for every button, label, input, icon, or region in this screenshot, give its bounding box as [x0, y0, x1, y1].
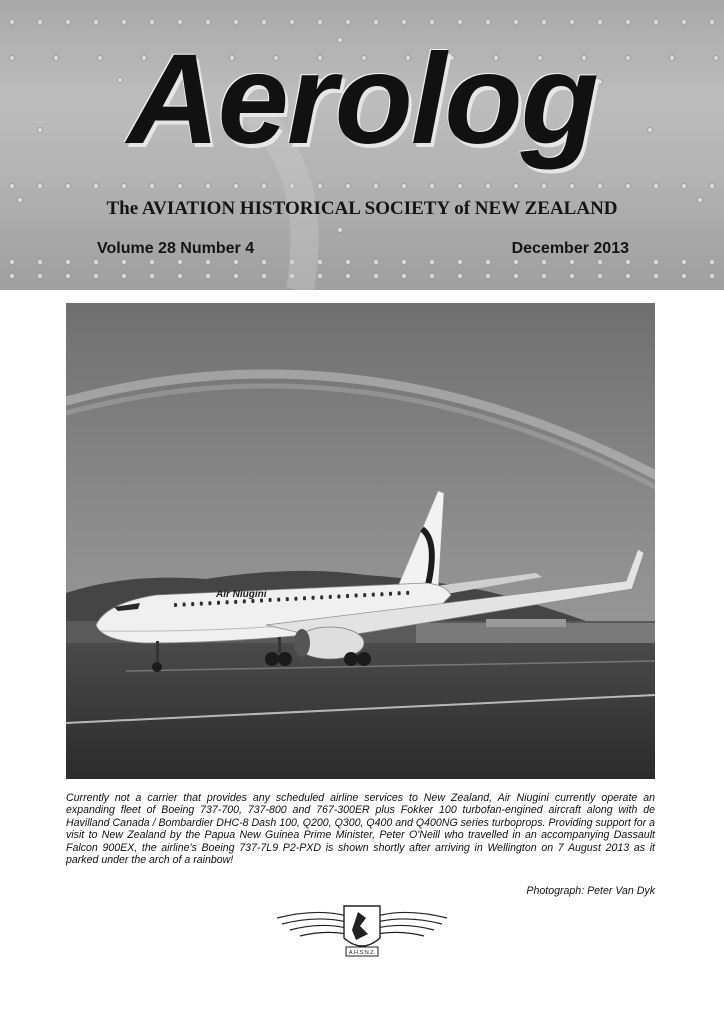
society-emblem-logo	[272, 900, 452, 962]
volume-number: Volume 28 Number 4	[97, 240, 255, 257]
livery-text: Air Niugini	[216, 589, 267, 600]
cover-photo	[66, 303, 655, 779]
issue-date: December 2013	[511, 240, 629, 257]
magazine-title: Aerolog	[127, 28, 597, 171]
society-name: The AVIATION HISTORICAL SOCIETY of NEW ZEALAND	[106, 198, 618, 219]
masthead-banner	[0, 0, 724, 290]
svg-text:A.H.S.N.Z.: A.H.S.N.Z.	[348, 950, 376, 956]
photo-credit: Photograph: Peter Van Dyk	[526, 885, 655, 897]
photo-caption: Currently not a carrier that provides any scheduled airline services to New Zealand, Air Niugini currently operate an expanding fleet of Boeing 737-700, 737-800 and 767-300ER plus Fokker 100 turbofan-engined aircraft along with de Havilland Canada / Bombardier DHC-8 Dash 100, Q200, Q300, Q400 and Q400NG series turboprops. Providing support for a visit to New Zealand by the Papua New Guinea Prime Minister, Peter O'Neill who travelled in an accompanying Dassault Falcon 900EX, the airline's Boeing 737-7L9 P2-PXD is shown shortly after arriving in Wellington on 7 August 2013 as it parked under the arch of a rainbow!	[66, 792, 655, 867]
